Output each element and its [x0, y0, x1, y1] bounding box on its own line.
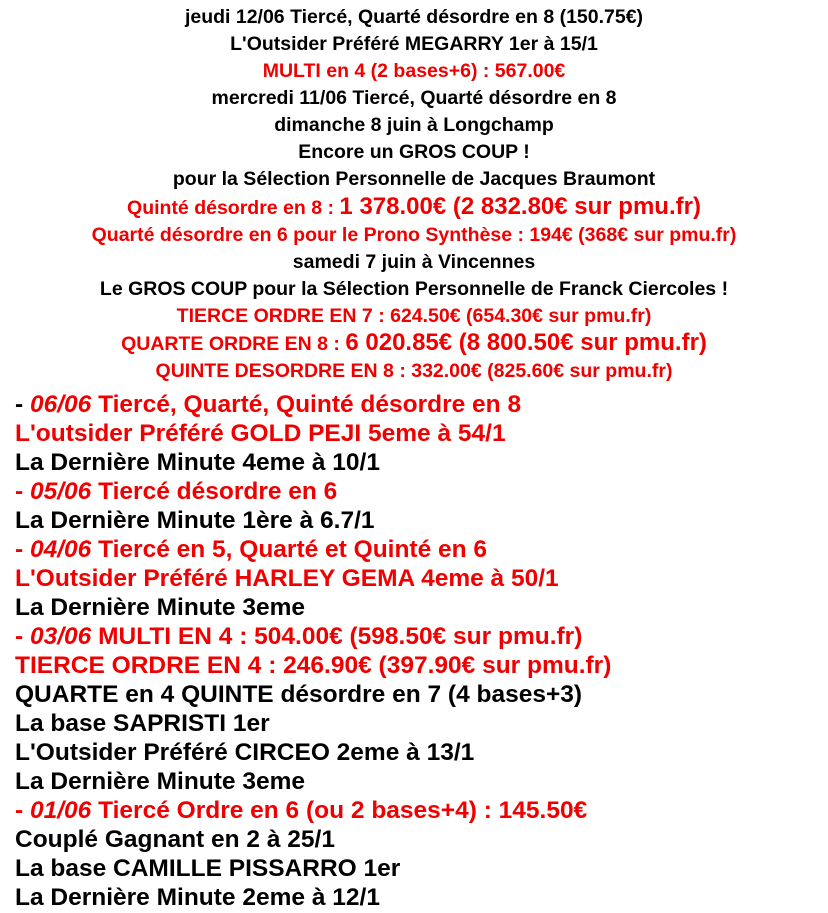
list-item: Couplé Gagnant en 2 à 25/1 [15, 826, 335, 853]
item-date: 05/06 [29, 478, 92, 505]
quarte-synthese-line: Quarté désordre en 6 pour le Prono Synthèse : 194€ (368€ sur pmu.fr) [91, 224, 737, 246]
quinte-gain-amount: 1 378.00€ (2 832.80€ sur pmu.fr) [339, 193, 701, 220]
gros-coup-heading: Encore un GROS COUP ! [298, 141, 530, 163]
quinte-gain-line [0, 193, 828, 222]
quarte-ordre-amount: 6 020.85€ (8 800.50€ sur pmu.fr) [345, 329, 707, 356]
list-item: La Dernière Minute 3eme [15, 594, 306, 621]
item-text: MULTI EN 4 : 504.00€ (598.50€ sur pmu.fr) [91, 623, 583, 650]
list-item: La Dernière Minute 1ère à 6.7/1 [15, 507, 375, 534]
item-date: 01/06 [29, 797, 92, 824]
list-item: La base SAPRISTI 1er [15, 710, 270, 737]
list-item: L'Outsider Préféré HARLEY GEMA 4eme à 50/1 [15, 565, 559, 592]
list-item [15, 796, 828, 825]
item-text: Tiercé Ordre en 6 (ou 2 bases+4) : 145.50€ [91, 797, 588, 824]
longchamp-date-line: dimanche 8 juin à Longchamp [274, 114, 554, 136]
multi-gain-line: MULTI en 4 (2 bases+6) : 567.00€ [262, 60, 566, 82]
list-item [15, 535, 828, 564]
list-item: L'Outsider Préféré CIRCEO 2eme à 13/1 [15, 739, 475, 766]
results-list [0, 390, 828, 912]
list-item: La Dernière Minute 3eme [15, 768, 306, 795]
item-dash: - [15, 623, 30, 650]
item-text: Tiercé désordre en 6 [91, 478, 338, 505]
result-line-mercredi: mercredi 11/06 Tiercé, Quarté désordre en 8 [211, 87, 617, 109]
item-text: Tiercé en 5, Quarté et Quinté en 6 [91, 536, 488, 563]
quinte-desordre-line: QUINTE DESORDRE EN 8 : 332.00€ (825.60€ sur pmu.fr) [155, 360, 673, 382]
item-dash: - [15, 797, 30, 824]
tierce-ordre-line: TIERCE ORDRE EN 7 : 624.50€ (654.30€ sur pmu.fr) [176, 305, 652, 327]
item-date: 06/06 [29, 391, 92, 418]
item-dash: - [15, 478, 30, 505]
item-date: 04/06 [29, 536, 92, 563]
item-dash: - [15, 391, 30, 418]
list-item: La Dernière Minute 2eme à 12/1 [15, 884, 380, 911]
list-item [15, 477, 828, 506]
vincennes-date-line: samedi 7 juin à Vincennes [292, 251, 536, 273]
list-item: L'outsider Préféré GOLD PEJI 5eme à 54/1 [15, 420, 506, 447]
list-item: QUARTE en 4 QUINTE désordre en 7 (4 bases+3) [15, 681, 583, 708]
quarte-ordre-line [0, 329, 828, 358]
result-line-jeudi: jeudi 12/06 Tiercé, Quarté désordre en 8 (150.75€) [184, 6, 644, 28]
list-item: La base CAMILLE PISSARRO 1er [15, 855, 401, 882]
item-text: Tiercé, Quarté, Quinté désordre en 8 [91, 391, 522, 418]
quinte-gain-label: Quinté désordre en 8 : [127, 197, 340, 219]
list-item: La Dernière Minute 4eme à 10/1 [15, 449, 380, 476]
item-dash: - [15, 536, 30, 563]
braumont-selection-line: pour la Sélection Personnelle de Jacques Braumont [172, 168, 656, 190]
item-date: 03/06 [29, 623, 92, 650]
ciercoles-selection-line: Le GROS COUP pour la Sélection Personnelle de Franck Ciercoles ! [99, 278, 729, 300]
outsider-megarry-line: L'Outsider Préféré MEGARRY 1er à 15/1 [230, 33, 598, 55]
list-item: TIERCE ORDRE EN 4 : 246.90€ (397.90€ sur pmu.fr) [15, 652, 612, 679]
list-item [15, 390, 828, 419]
list-item [15, 622, 828, 651]
quarte-ordre-label: QUARTE ORDRE EN 8 : [121, 333, 346, 355]
header-block [0, 0, 828, 384]
